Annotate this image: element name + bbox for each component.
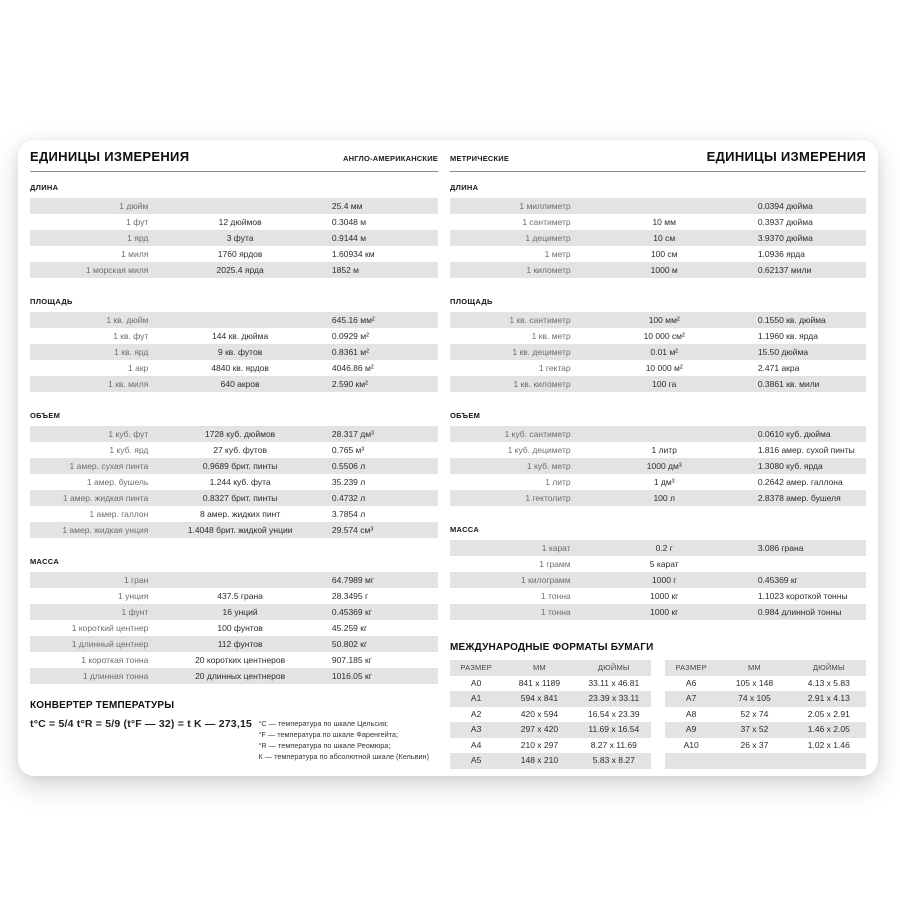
table-cell: 112 фунтов (217, 639, 263, 649)
table-cell: 100 л (653, 493, 675, 503)
table-cell: 0.0929 м² (331, 331, 369, 341)
section-left-2 (30, 411, 438, 538)
table-row (450, 540, 866, 556)
paper-cell: 148 x 210 (520, 755, 559, 765)
table-cell: 2.8378 амер. бушеля (757, 493, 841, 503)
table-cell: 1 амер. галлон (89, 509, 149, 519)
table-cell: 1 грамм (539, 559, 571, 569)
paper-cell: 105 x 148 (735, 677, 774, 688)
table-cell: 1 километр (526, 265, 571, 275)
table-cell: 0.8361 м² (331, 347, 369, 357)
paper-cell: A5 (470, 755, 482, 765)
table-cell: 1 тонна (540, 591, 571, 601)
table-cell: 28.3495 г (331, 591, 369, 601)
paper-cell: A6 (685, 677, 697, 688)
paper-header-cell: РАЗМЕР (675, 663, 707, 672)
table-cell: 1 куб. фут (108, 429, 149, 439)
table-row (30, 442, 438, 458)
table-row (450, 442, 866, 458)
table-row (450, 426, 866, 442)
table-cell: 1 амер. сухая пинта (69, 461, 149, 471)
table-cell: 1 кв. фут (113, 331, 149, 341)
table-cell: 1016.05 кг (331, 671, 372, 681)
table-cell: 1 акр (128, 363, 149, 373)
metric-tag: МЕТРИЧЕСКИЕ (450, 154, 510, 163)
table-row (30, 376, 438, 392)
conversion-table (450, 540, 866, 620)
table-cell: 4840 кв. ярдов (211, 363, 269, 373)
section-heading: ОБЪЕМ (450, 411, 481, 420)
temperature-content (30, 718, 438, 762)
paper-cell: 420 x 594 (520, 708, 559, 719)
table-cell: 10 000 см² (643, 331, 685, 341)
paper-cell: A0 (470, 677, 482, 688)
table-row (30, 652, 438, 668)
table-cell: 0.3937 дюйма (757, 217, 813, 227)
table-row (30, 230, 438, 246)
conversion-table (30, 312, 438, 392)
temperature-note: К — температура по абсолютной шкале (Кельвин) (258, 752, 430, 761)
table-cell: 1 короткая тонна (81, 655, 149, 665)
section-right-2 (450, 411, 866, 506)
section-left-0 (30, 183, 438, 278)
paper-header-cell: ДЮЙМЫ (597, 663, 630, 672)
paper-header-row (665, 660, 866, 676)
table-cell: 1 короткий центнер (71, 623, 149, 633)
temperature-heading: КОНВЕРТЕР ТЕМПЕРАТУРЫ (30, 700, 175, 711)
table-cell: 1 кв. ярд (114, 347, 149, 357)
table-cell: 0.45369 кг (757, 575, 798, 585)
temperature-note: °F — температура по шкале Фаренгейта; (258, 730, 399, 739)
table-cell: 20 коротких центнеров (195, 655, 286, 665)
paper-cell: 5.83 x 8.27 (592, 755, 635, 765)
table-cell: 1 миллиметр (519, 201, 571, 211)
right-column-header (450, 140, 866, 172)
table-row (30, 588, 438, 604)
anglo-american-tag: АНГЛО-АМЕРИКАНСКИЕ (343, 154, 438, 163)
table-row (30, 312, 438, 328)
table-row (450, 474, 866, 490)
paper-cell: 594 x 841 (520, 693, 559, 703)
table-cell: 0.3048 м (331, 217, 367, 227)
table-cell: 1000 кг (650, 607, 679, 617)
table-cell: 1 длинная тонна (82, 671, 149, 681)
table-cell: 1 куб. ярд (109, 445, 149, 455)
conversion-table (450, 426, 866, 506)
temperature-converter-section (30, 700, 438, 762)
temperature-note: °R — температура по шкале Реомюра; (258, 741, 391, 750)
table-cell: 0.8327 брит. пинты (202, 493, 278, 503)
paper-row (450, 707, 651, 723)
paper-formats-section (450, 642, 866, 769)
table-cell: 1.4048 брит. жидкой унции (187, 525, 293, 535)
table-cell: 100 см (650, 249, 678, 259)
table-row (30, 246, 438, 262)
paper-cell: A7 (685, 693, 697, 703)
table-row (30, 328, 438, 344)
table-cell: 0.1550 кв. дюйма (757, 315, 826, 325)
table-cell: 907.185 кг (331, 655, 372, 665)
table-cell: 2.471 акра (757, 363, 800, 373)
paper-formats-heading: МЕЖДУНАРОДНЫЕ ФОРМАТЫ БУМАГИ (450, 642, 654, 653)
table-cell: 0.5506 л (331, 461, 366, 471)
left-column-header (30, 140, 438, 172)
paper-cell: A2 (470, 708, 482, 719)
table-row (30, 474, 438, 490)
paper-row (665, 691, 866, 707)
section-right-3 (450, 525, 866, 620)
table-cell: 1 кв. километр (513, 379, 571, 389)
table-row (30, 636, 438, 652)
paper-cell: A4 (470, 739, 482, 750)
page-title-left: ЕДИНИЦЫ ИЗМЕРЕНИЯ (30, 149, 190, 164)
table-cell: 1 куб. метр (526, 461, 571, 471)
table-cell: 1 килограмм (521, 575, 571, 585)
section-left-1 (30, 297, 438, 392)
table-cell: 28.317 дм³ (331, 429, 374, 439)
table-cell: 1.0936 ярда (757, 249, 805, 259)
table-cell: 1 миля (121, 249, 149, 259)
table-cell: 1 амер. бушель (86, 477, 149, 487)
table-cell: 5 карат (649, 559, 679, 569)
paper-row (450, 676, 651, 692)
table-row (450, 588, 866, 604)
table-cell: 1.3080 куб. ярда (757, 461, 823, 471)
table-cell: 3 фута (226, 233, 254, 243)
paper-row (665, 722, 866, 738)
paper-cell: A3 (470, 724, 482, 734)
table-cell: 100 мм² (648, 315, 680, 325)
table-row (30, 360, 438, 376)
table-cell: 1 фунт (121, 607, 149, 617)
table-row (30, 198, 438, 214)
paper-cell: 297 x 420 (520, 724, 559, 734)
section-heading: МАССА (30, 557, 60, 566)
table-row (450, 328, 866, 344)
table-row (30, 426, 438, 442)
paper-row (665, 738, 866, 754)
paper-cell: 33.11 x 46.81 (588, 677, 640, 688)
table-cell: 1 дециметр (525, 233, 571, 243)
conversion-table (450, 198, 866, 278)
paper-cell: 1.46 x 2.05 (807, 724, 850, 734)
table-cell: 1852 м (331, 265, 360, 275)
table-cell: 1 кв. сантиметр (509, 315, 571, 325)
table-cell: 10 мм (652, 217, 676, 227)
table-cell: 1 длинный центнер (71, 639, 149, 649)
conversion-table (30, 572, 438, 684)
table-cell: 1 карат (541, 543, 571, 553)
paper-cell: 2.91 x 4.13 (807, 693, 850, 703)
table-cell: 1 литр (651, 445, 677, 455)
paper-row (450, 691, 651, 707)
section-right-1 (450, 297, 866, 392)
paper-cell: 74 x 105 (738, 693, 771, 703)
temperature-formula: t°C = 5/4 t°R = 5/9 (t°F — 32) = t K — 273,15 (30, 718, 253, 730)
paper-cell: 1.02 x 1.46 (807, 739, 850, 750)
paper-cell: 23.39 x 33.11 (588, 693, 640, 703)
conversion-table (450, 312, 866, 392)
table-cell: 1728 куб. дюймов (205, 429, 276, 439)
table-cell: 1.816 амер. сухой пинты (757, 445, 855, 455)
table-cell: 0.3861 кв. мили (757, 379, 820, 389)
table-cell: 20 длинных центнеров (195, 671, 286, 681)
table-cell: 144 кв. дюйма (212, 331, 269, 341)
table-cell: 25.4 мм (331, 201, 363, 211)
section-heading: ПЛОЩАДЬ (30, 297, 73, 306)
table-row (30, 458, 438, 474)
paper-header-cell: РАЗМЕР (460, 663, 492, 672)
table-cell: 1 амер. жидкая пинта (62, 493, 149, 503)
paper-header-cell: ДЮЙМЫ (812, 663, 845, 672)
table-row (30, 620, 438, 636)
table-cell: 1000 кг (650, 591, 679, 601)
table-cell: 1.244 куб. фута (209, 477, 271, 487)
table-cell: 0.0394 дюйма (757, 201, 813, 211)
table-cell: 1000 г (652, 575, 677, 585)
table-cell: 12 дюймов (218, 217, 262, 227)
table-cell: 1 литр (545, 477, 571, 487)
table-cell: 1 сантиметр (522, 217, 571, 227)
table-row (450, 214, 866, 230)
temperature-note: °C — температура по шкале Цельсия; (258, 719, 389, 728)
table-row (450, 246, 866, 262)
table-row (30, 262, 438, 278)
conversion-table (30, 426, 438, 538)
table-cell: 0.01 м² (650, 347, 679, 357)
table-row (30, 522, 438, 538)
table-cell: 1 дм³ (653, 477, 675, 487)
section-heading: ДЛИНА (30, 183, 59, 192)
table-cell: 2.590 км² (331, 379, 368, 389)
table-row (450, 360, 866, 376)
table-cell: 1 гектолитр (525, 493, 571, 503)
paper-cell: A10 (683, 739, 699, 750)
table-cell: 1000 дм³ (646, 461, 682, 471)
table-row (450, 262, 866, 278)
page-title-right: ЕДИНИЦЫ ИЗМЕРЕНИЯ (706, 149, 866, 164)
reference-page-card (18, 140, 878, 776)
table-row (450, 312, 866, 328)
table-cell: 1 морская миля (85, 265, 149, 275)
table-cell: 645.16 мм² (331, 315, 375, 325)
paper-row (450, 738, 651, 754)
table-cell: 1 метр (544, 249, 571, 259)
paper-row (665, 676, 866, 692)
left-sections (30, 183, 438, 684)
paper-cell: 52 x 74 (740, 708, 769, 719)
table-row (450, 490, 866, 506)
table-cell: 1 ярд (127, 233, 149, 243)
table-row (450, 198, 866, 214)
paper-header-cell: ММ (532, 663, 546, 672)
table-cell: 1 амер. жидкая унция (62, 525, 149, 535)
paper-cell: 37 x 52 (740, 724, 769, 734)
table-cell: 10 см (653, 233, 676, 243)
table-cell: 3.7854 л (331, 509, 366, 519)
table-row (450, 572, 866, 588)
table-cell: 4046.86 м² (331, 363, 374, 373)
table-cell: 16 унций (222, 607, 258, 617)
paper-cell: 2.05 x 2.91 (807, 708, 850, 719)
table-row (450, 376, 866, 392)
table-cell: 1 тонна (540, 607, 571, 617)
table-cell: 0.4732 л (331, 493, 366, 503)
table-cell: 1 кв. дециметр (512, 347, 571, 357)
paper-cell: A9 (685, 724, 697, 734)
table-cell: 29.574 см³ (331, 525, 374, 535)
table-cell: 1 куб. дециметр (507, 445, 571, 455)
table-row (30, 214, 438, 230)
table-cell: 1.1023 короткой тонны (757, 591, 848, 601)
table-cell: 0.62137 мили (757, 265, 812, 275)
table-cell: 437.5 грана (217, 591, 263, 601)
paper-row (665, 707, 866, 723)
table-cell: 64.7989 мг (331, 575, 374, 585)
paper-row (450, 753, 651, 769)
table-cell: 10 000 м² (645, 363, 683, 373)
table-cell: 1 куб. сантиметр (504, 429, 571, 439)
table-cell: 50.802 кг (331, 639, 368, 649)
table-cell: 1 унция (118, 591, 149, 601)
table-cell: 1 кв. миля (108, 379, 149, 389)
paper-cell: 26 x 37 (740, 739, 769, 750)
paper-tables (450, 660, 866, 769)
table-cell: 0.2 г (655, 543, 673, 553)
table-cell: 0.45369 кг (331, 607, 372, 617)
table-cell: 0.0610 куб. дюйма (757, 429, 831, 439)
table-row (450, 604, 866, 620)
table-row (30, 572, 438, 588)
paper-cell: 4.13 x 5.83 (807, 677, 850, 688)
table-cell: 0.2642 амер. галлона (757, 477, 843, 487)
table-cell: 1 гран (123, 575, 149, 585)
table-cell: 27 куб. футов (213, 445, 267, 455)
table-row (450, 344, 866, 360)
table-cell: 1.60934 км (331, 249, 375, 259)
table-cell: 1760 ярдов (217, 249, 263, 259)
table-row (450, 556, 866, 572)
table-row (30, 668, 438, 684)
table-row (450, 230, 866, 246)
section-left-3 (30, 557, 438, 684)
table-cell: 0.9144 м (331, 233, 367, 243)
table-cell: 3.086 грана (757, 543, 804, 553)
table-row (450, 458, 866, 474)
table-cell: 1 дюйм (119, 201, 149, 211)
table-cell: 640 акров (220, 379, 260, 389)
section-heading: ДЛИНА (450, 183, 479, 192)
left-column (30, 140, 438, 762)
paper-header-row (450, 660, 651, 676)
section-heading: ПЛОЩАДЬ (450, 297, 493, 306)
paper-cell: 16.54 x 23.39 (588, 708, 640, 719)
table-cell: 8 амер. жидких пинт (199, 509, 281, 519)
table-cell: 1 кв. дюйм (106, 315, 149, 325)
table-row (30, 604, 438, 620)
table-row (30, 490, 438, 506)
table-cell: 1 фут (126, 217, 149, 227)
table-cell: 1.1960 кв. ярда (757, 331, 818, 341)
right-sections (450, 183, 866, 620)
table-cell: 1 гектар (538, 363, 571, 373)
table-row (30, 344, 438, 360)
section-right-0 (450, 183, 866, 278)
table-cell: 0.765 м³ (331, 445, 365, 455)
table-cell: 0.984 длинной тонны (757, 607, 842, 617)
table-cell: 1000 м (650, 265, 678, 275)
paper-cell: A1 (470, 693, 482, 703)
table-cell: 2025.4 ярда (216, 265, 264, 275)
paper-cell: 841 x 1189 (518, 677, 561, 688)
table-row (30, 506, 438, 522)
table-cell: 100 га (652, 379, 677, 389)
table-cell: 9 кв. футов (217, 347, 263, 357)
section-heading: МАССА (450, 525, 480, 534)
right-column (450, 140, 866, 769)
table-cell: 0.9689 брит. пинты (202, 461, 278, 471)
paper-table-a6-a10 (665, 660, 866, 769)
paper-row (450, 722, 651, 738)
paper-row (665, 753, 866, 769)
paper-cell: 11.69 x 16.54 (588, 724, 640, 734)
paper-header-cell: ММ (747, 663, 761, 672)
table-cell: 15.50 дюйма (757, 347, 809, 357)
table-cell: 3.9370 дюйма (757, 233, 813, 243)
table-cell: 100 фунтов (217, 623, 263, 633)
paper-cell: 8.27 x 11.69 (590, 739, 637, 750)
temperature-notes (258, 718, 438, 762)
table-cell: 45.259 кг (331, 623, 368, 633)
table-cell: 35.239 л (331, 477, 366, 487)
conversion-table (30, 198, 438, 278)
paper-cell: A8 (685, 708, 697, 719)
paper-cell: 210 x 297 (520, 739, 559, 750)
section-heading: ОБЪЕМ (30, 411, 61, 420)
table-cell: 1 кв. метр (531, 331, 571, 341)
paper-table-a0-a5 (450, 660, 651, 769)
